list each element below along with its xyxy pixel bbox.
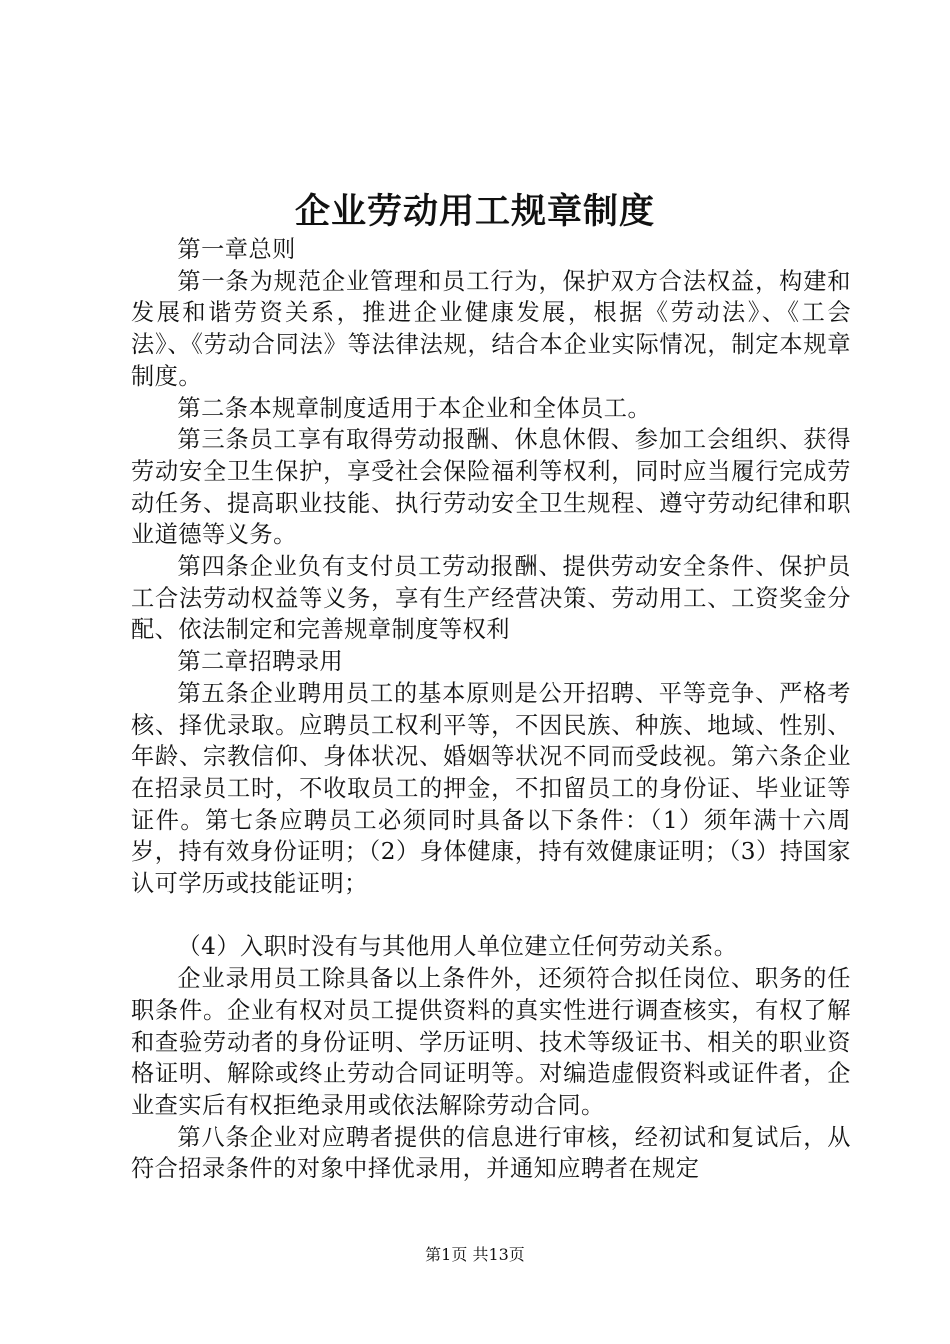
paragraph-hiring-conditions: 企业录用员工除具备以上条件外，还须符合拟任岗位、职务的任职条件。企业有权对员工提供资料的真实性进行调查核实，有权了解和查验劳动者的身份证明、学历证明、技术等级证书、相关的职业资格证明、解除或终止劳动合同证明等。对编造虚假资料或证件者，企业查实后有权拒绝录用或依法解除劳动合同。 xyxy=(131,965,851,1119)
paragraph-article-2: 第二条本规章制度适用于本企业和全体员工。 xyxy=(177,394,652,422)
paragraph-article-5-7: 第五条企业聘用员工的基本原则是公开招聘、平等竞争、严格考核、择优录取。应聘员工权利平等，不因民族、种族、地域、性别、年龄、宗教信仰、身体状况、婚姻等状况不同而受歧视。第六条企业在招录员工时，不收取员工的押金，不扣留员工的身份证、毕业证等证件。第七条应聘员工必须同时具备以下条件：（1）须年满十六周岁，持有效身份证明；（2）身体健康，持有效健康证明；（3）持国家认可学历或技能证明； xyxy=(131,679,851,898)
paragraph-gap xyxy=(131,900,851,932)
chapter-heading: 第二章招聘录用 xyxy=(177,648,344,676)
paragraph-article-3: 第三条员工享有取得劳动报酬、休息休假、参加工会组织、获得劳动安全卫生保护，享受社会保险福利等权利，同时应当履行完成劳动任务、提高职业技能、执行劳动安全卫生规程、遵守劳动纪律和职业道德等义务。 xyxy=(131,426,851,549)
page-footer: 第1页 共13页 xyxy=(425,1245,525,1264)
paragraph-article-4: 第四条企业负有支付员工劳动报酬、提供劳动安全条件、保护员工合法劳动权益等义务，享有生产经营决策、劳动用工、工资奖金分配、依法制定和完善规章制度等权利 xyxy=(131,553,851,644)
paragraph-article-1: 第一条为规范企业管理和员工行为，保护双方合法权益，构建和发展和谐劳资关系，推进企业健康发展，根据《劳动法》、《工会法》、《劳动合同法》等法律法规，结合本企业实际情况，制定本规章制度。 xyxy=(131,267,851,390)
paragraph-article-8: 第八条企业对应聘者提供的信息进行审核，经初试和复试后，从符合招录条件的对象中择优录用，并通知应聘者在规定 xyxy=(131,1123,851,1183)
paragraph-condition-4: （4）入职时没有与其他用人单位建立任何劳动关系。 xyxy=(177,933,738,961)
document-title: 企业劳动用工规章制度 xyxy=(294,191,655,232)
document-body xyxy=(131,234,851,1185)
chapter-heading: 第一章总则 xyxy=(177,236,296,263)
